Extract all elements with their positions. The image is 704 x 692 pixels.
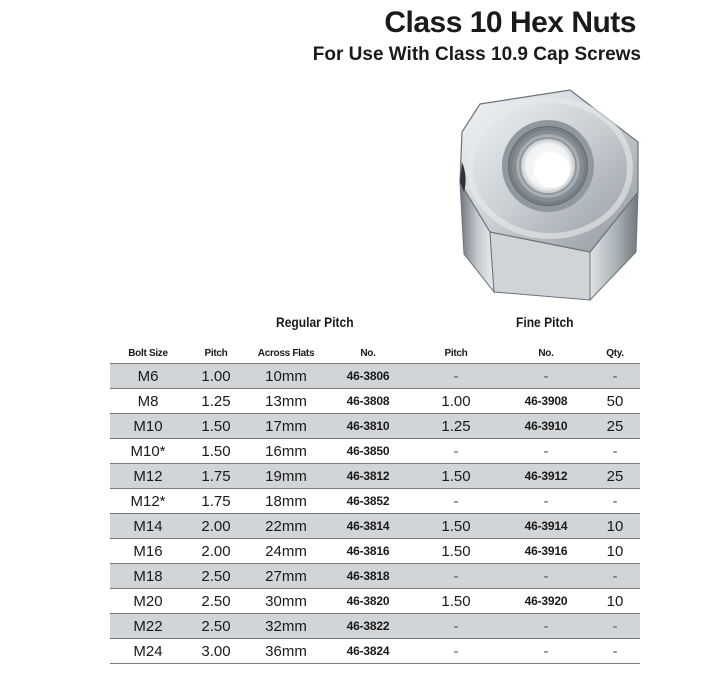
qty-cell: 10 <box>590 539 640 564</box>
table-row <box>110 539 640 564</box>
table-row <box>110 439 640 464</box>
qty-cell: - <box>590 439 640 464</box>
across-flats-cell: 24mm <box>246 539 326 564</box>
fine-pitch-cell: - <box>410 564 502 589</box>
col-bolt-size: Bolt Size <box>128 347 168 359</box>
fine-pitch-cell: 1.50 <box>410 464 502 489</box>
fine-part-number-cell: 46-3908 <box>502 389 590 414</box>
table-row <box>110 364 640 389</box>
table-row <box>110 414 640 439</box>
nut-spec-table <box>110 343 640 664</box>
across-flats-cell: 16mm <box>246 439 326 464</box>
fine-part-number-cell: 46-3920 <box>502 589 590 614</box>
part-number-cell: 46-3812 <box>326 464 410 489</box>
across-flats-cell: 17mm <box>246 414 326 439</box>
table-row <box>110 464 640 489</box>
part-number-cell: 46-3820 <box>326 589 410 614</box>
pitch-cell: 2.00 <box>186 539 246 564</box>
table-row <box>110 589 640 614</box>
pitch-cell: 2.50 <box>186 564 246 589</box>
bolt-size-cell: M6 <box>110 364 186 389</box>
fine-pitch-cell: 1.50 <box>410 539 502 564</box>
across-flats-cell: 13mm <box>246 389 326 414</box>
qty-cell: 50 <box>590 389 640 414</box>
col-qty: Qty. <box>606 347 624 359</box>
part-number-cell: 46-3852 <box>326 489 410 514</box>
fine-pitch-cell: 1.50 <box>410 589 502 614</box>
pitch-cell: 1.50 <box>186 439 246 464</box>
fine-pitch-cell: - <box>410 489 502 514</box>
across-flats-cell: 30mm <box>246 589 326 614</box>
fine-pitch-cell: - <box>410 639 502 664</box>
table-row <box>110 564 640 589</box>
col-across-flats: Across Flats <box>257 347 315 359</box>
bolt-size-cell: M8 <box>110 389 186 414</box>
col-fine-part-no: No. <box>538 347 554 359</box>
qty-cell: - <box>590 564 640 589</box>
table-row <box>110 639 640 664</box>
pitch-cell: 3.00 <box>186 639 246 664</box>
fine-pitch-cell: 1.25 <box>410 414 502 439</box>
page-subtitle: For Use With Class 10.9 Cap Screws <box>312 44 641 65</box>
table-row <box>110 614 640 639</box>
fine-pitch-cell: - <box>410 439 502 464</box>
pitch-cell: 2.50 <box>186 614 246 639</box>
bolt-size-cell: M12* <box>110 489 186 514</box>
fine-part-number-cell: - <box>502 614 590 639</box>
across-flats-cell: 22mm <box>246 514 326 539</box>
pitch-cell: 1.75 <box>186 464 246 489</box>
fine-part-number-cell: - <box>502 364 590 389</box>
table-row <box>110 389 640 414</box>
regular-pitch-heading: Regular Pitch <box>276 314 354 330</box>
across-flats-cell: 27mm <box>246 564 326 589</box>
part-number-cell: 46-3806 <box>326 364 410 389</box>
hex-nut-photo <box>450 82 646 302</box>
fine-part-number-cell: 46-3912 <box>502 464 590 489</box>
part-number-cell: 46-3810 <box>326 414 410 439</box>
across-flats-cell: 36mm <box>246 639 326 664</box>
bolt-size-cell: M10 <box>110 414 186 439</box>
bolt-size-cell: M16 <box>110 539 186 564</box>
bolt-size-cell: M12 <box>110 464 186 489</box>
bolt-size-cell: M22 <box>110 614 186 639</box>
qty-cell: - <box>590 639 640 664</box>
across-flats-cell: 10mm <box>246 364 326 389</box>
fine-part-number-cell: - <box>502 489 590 514</box>
part-number-cell: 46-3818 <box>326 564 410 589</box>
fine-pitch-heading: Fine Pitch <box>516 314 574 330</box>
part-number-cell: 46-3824 <box>326 639 410 664</box>
pitch-cell: 2.50 <box>186 589 246 614</box>
qty-cell: - <box>590 489 640 514</box>
bolt-size-cell: M10* <box>110 439 186 464</box>
fine-pitch-cell: 1.00 <box>410 389 502 414</box>
qty-cell: 10 <box>590 589 640 614</box>
part-number-cell: 46-3808 <box>326 389 410 414</box>
table-row <box>110 489 640 514</box>
pitch-cell: 1.25 <box>186 389 246 414</box>
fine-pitch-cell: - <box>410 364 502 389</box>
across-flats-cell: 18mm <box>246 489 326 514</box>
pitch-cell: 1.00 <box>186 364 246 389</box>
bolt-size-cell: M20 <box>110 589 186 614</box>
fine-part-number-cell: - <box>502 564 590 589</box>
fine-part-number-cell: 46-3914 <box>502 514 590 539</box>
col-fine-pitch: Pitch <box>444 347 468 359</box>
pitch-cell: 2.00 <box>186 514 246 539</box>
part-number-cell: 46-3822 <box>326 614 410 639</box>
page-title: Class 10 Hex Nuts <box>384 6 636 39</box>
across-flats-cell: 19mm <box>246 464 326 489</box>
fine-part-number-cell: 46-3916 <box>502 539 590 564</box>
qty-cell: 25 <box>590 464 640 489</box>
across-flats-cell: 32mm <box>246 614 326 639</box>
fine-part-number-cell: - <box>502 439 590 464</box>
qty-cell: - <box>590 614 640 639</box>
table-header-row <box>110 343 640 364</box>
fine-part-number-cell: 46-3910 <box>502 414 590 439</box>
bolt-size-cell: M14 <box>110 514 186 539</box>
qty-cell: - <box>590 364 640 389</box>
pitch-cell: 1.50 <box>186 414 246 439</box>
table-row <box>110 514 640 539</box>
pitch-cell: 1.75 <box>186 489 246 514</box>
part-number-cell: 46-3816 <box>326 539 410 564</box>
part-number-cell: 46-3850 <box>326 439 410 464</box>
bolt-size-cell: M24 <box>110 639 186 664</box>
qty-cell: 25 <box>590 414 640 439</box>
col-part-no: No. <box>360 347 376 359</box>
fine-pitch-cell: 1.50 <box>410 514 502 539</box>
qty-cell: 10 <box>590 514 640 539</box>
part-number-cell: 46-3814 <box>326 514 410 539</box>
bolt-size-cell: M18 <box>110 564 186 589</box>
col-pitch: Pitch <box>204 347 228 359</box>
fine-part-number-cell: - <box>502 639 590 664</box>
fine-pitch-cell: - <box>410 614 502 639</box>
